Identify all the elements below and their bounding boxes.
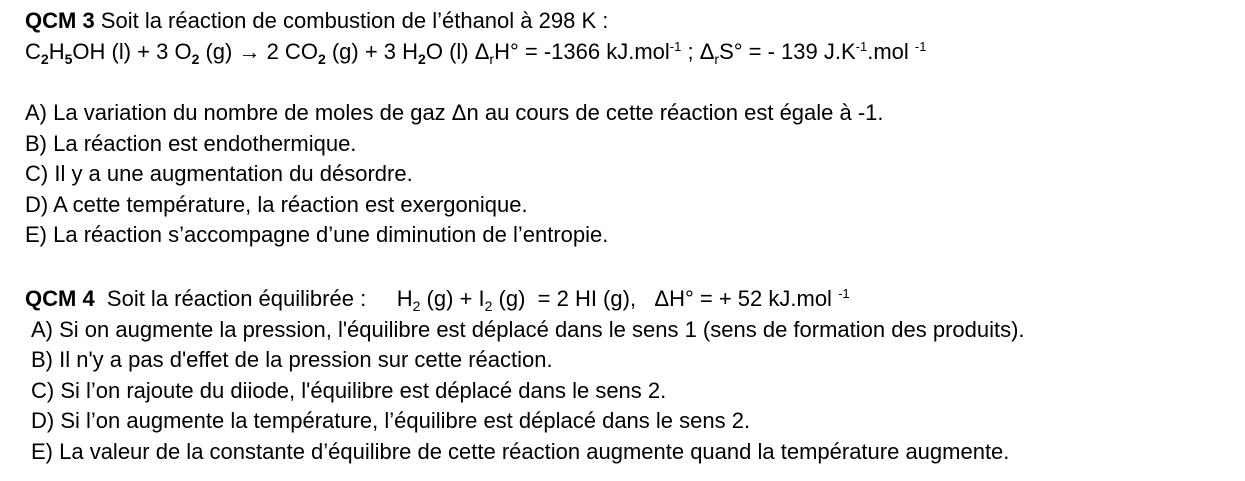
qcm-3-option-a: A) La variation du nombre de moles de gaz Δn au cours de cette réaction est égale à -1. bbox=[25, 100, 884, 125]
qcm-4-option-d: D) Si l’on augmente la température, l’équilibre est déplacé dans le sens 2. bbox=[31, 408, 751, 433]
eq-subscript: 2 bbox=[317, 50, 326, 67]
eq-text: (g) = 2 HI (g), ΔH° = + 52 kJ.mol bbox=[492, 286, 839, 311]
eq-subscript: 5 bbox=[64, 50, 73, 67]
qcm-3-equation bbox=[25, 37, 1235, 68]
eq-text: (g) + 3 H bbox=[325, 38, 419, 64]
qcm-3-option-c: C) Il y a une augmentation du désordre. bbox=[25, 161, 413, 186]
eq-text: (g) → 2 CO bbox=[199, 38, 318, 64]
qcm-3-option-b: B) La réaction est endothermique. bbox=[25, 130, 357, 156]
eq-subscript: 2 bbox=[418, 50, 426, 67]
qcm-4-option-e: E) La valeur de la constante d’équilibre de cette réaction augmente quand la température augmente. bbox=[31, 438, 1010, 464]
eq-superscript: -1 bbox=[838, 286, 850, 301]
eq-superscript: -1 bbox=[855, 38, 868, 54]
eq-text: .mol bbox=[867, 38, 915, 64]
qcm-3-label: QCM 3 bbox=[25, 8, 95, 33]
eq-subscript: 2 bbox=[40, 50, 49, 67]
qcm-4-label: QCM 4 bbox=[25, 286, 95, 311]
qcm-4-option-b: B) Il n'y a pas d'effet de la pression sur cette réaction. bbox=[31, 347, 553, 372]
eq-text: ; Δ bbox=[681, 38, 715, 64]
eq-subscript: 2 bbox=[191, 50, 200, 67]
eq-superscript: -1 bbox=[669, 38, 682, 54]
qcm-4-option-c: C) Si l’on rajoute du diiode, l'équilibre est déplacé dans le sens 2. bbox=[31, 377, 667, 403]
eq-text: H° = -1366 kJ.mol bbox=[494, 38, 670, 64]
qcm-3-intro: Soit la réaction de combustion de l’éthanol à 298 K : bbox=[94, 8, 609, 33]
eq-subscript: r bbox=[489, 50, 495, 67]
eq-text: C bbox=[25, 38, 41, 64]
eq-subscript: 2 bbox=[412, 298, 421, 314]
qcm-4-intro: Soit la réaction équilibrée : H bbox=[94, 286, 413, 311]
qcm-4-block bbox=[25, 284, 1235, 467]
eq-superscript: -1 bbox=[914, 38, 927, 54]
qcm-4-header bbox=[25, 284, 1235, 315]
qcm-3-option-d: D) A cette température, la réaction est exergonique. bbox=[25, 191, 528, 217]
eq-text: H bbox=[48, 38, 65, 64]
eq-subscript: r bbox=[714, 50, 720, 67]
eq-subscript: 2 bbox=[484, 298, 493, 314]
qcm-3-block bbox=[25, 6, 1235, 251]
qcm-3-option-e: E) La réaction s’accompagne d’une diminution de l’entropie. bbox=[25, 222, 609, 247]
eq-text: S° = - 139 J.K bbox=[719, 38, 856, 64]
eq-text: OH (l) + 3 O bbox=[72, 38, 192, 64]
eq-text: O (l) Δ bbox=[425, 38, 490, 64]
qcm-4-option-a: A) Si on augmente la pression, l'équilibre est déplacé dans le sens 1 (sens de formation des produits). bbox=[31, 316, 1025, 342]
eq-text: (g) + I bbox=[420, 286, 485, 311]
qcm-3-header bbox=[25, 6, 1235, 37]
